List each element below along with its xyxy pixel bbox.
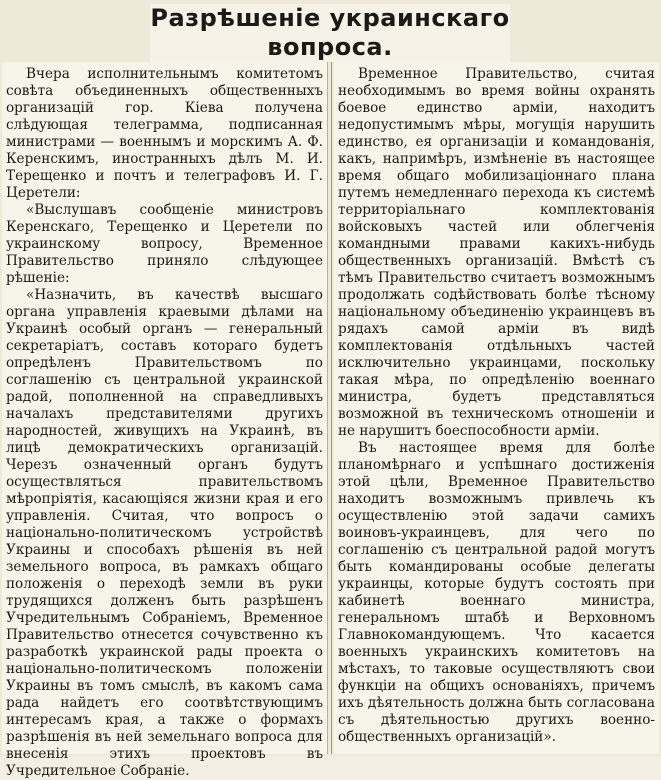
headline-line-2: вопроса. <box>267 33 393 61</box>
left-paragraph-1: Вчера исполнительнымъ комитетомъ совѣта объединенныхъ общественныхъ организацій гор. Кіева получена слѣдующая телеграмма, подписанная министрами — военнымъ и морскимъ А. Ф. Керенскимъ, иностранныхъ дѣлъ М. И. Терещенко и почтъ и телеграфовъ И. Г. Церетели: <box>6 66 323 201</box>
headline-line-1: Разрѣшеніе украинскаго <box>150 4 510 32</box>
left-column <box>2 62 328 779</box>
right-paragraph-2: Въ настоящее время для болѣе планомѣрнаго и успѣшнаго достиженія этой цѣли, Временное Правительство находитъ возможнымъ привлечь къ осуществленію этой задачи самихъ воиновъ-украинцевъ, для чего по соглашенію съ центральной радой могутъ быть командированы особые делегаты украинцы, которые будутъ состоять при кабинетѣ военнаго министра, генеральномъ штабѣ и Верховномъ Главнокомандующемъ. Что касается военныхъ украинскихъ комитетовъ на мѣстахъ, то таковые осуществляютъ свои функціи на общихъ основаніяхъ, причемъ ихъ дѣятельность должна быть согласована съ дѣятельностью другихъ военно-общественныхъ организацій». <box>338 440 655 745</box>
right-paragraph-1: Временное Правительство, считая необходимымъ во время войны охранять боевое единство арміи, находитъ недопустимымъ мѣры, могущія нарушить единство, ея организаціи и командованія, какъ, напримѣръ, измѣненіе въ настоящее время общаго мобилизаціоннаго плана путемъ немедленнаго перехода къ системѣ территоріальнаго комплектованія войсковыхъ частей или облегченія командными правами какихъ-нибудь общественныхъ организацій. Вмѣстѣ съ тѣмъ Правительство считаетъ возможнымъ продолжать содѣйствовать болѣе тѣсному національному объединенію украинцевъ въ рядахъ самой арміи въ видѣ комплектованія отдѣльныхъ частей исключительно украинцами, поскольку такая мѣра, по опредѣленію военнаго министра, будетъ представляться возможной въ техническомъ отношеніи и не нарушитъ боеспособности арміи. <box>338 66 655 439</box>
left-paragraph-2: «Выслушавъ сообщеніе министровъ Керенскаго, Терещенко и Церетели по украинскому вопросу, Временное Правительство приняло слѣдующее рѣшеніе: <box>6 202 323 286</box>
right-column <box>334 62 659 754</box>
left-paragraph-3: «Назначить, въ качествѣ высшаго органа управленія краевыми дѣлами на Украинѣ особый органъ — генеральный секретаріатъ, составъ котораго будетъ опредѣленъ Правительствомъ по соглашенію съ центральной украинской радой, пополненной на справедливыхъ началахъ представителями другихъ народностей, живущихъ на Украинѣ, въ лицѣ демократическихъ организацій. Черезъ означенный органъ будутъ осуществляться правительствомъ мѣропріятія, касающіяся жизни края и его управленія. Считая, что вопросъ о національно-политическомъ устройствѣ Украины и способахъ рѣшенія въ ней земельного вопроса, въ рамкахъ общаго положенія о переходѣ земли въ руки трудящихся долженъ быть разрѣшенъ Учредительнымъ Собраніемъ, Временное Правительство отнесется сочувственно къ разработкѣ украинской рады проекта о національно-политическомъ положеніи Украины въ томъ смыслѣ, въ какомъ сама рада найдетъ его соотвѣтствующимъ интересамъ края, а также о формахъ разрѣшенія въ ней земельнаго вопроса для внесенія этихъ проектовъ въ Учредительное Собраніе. <box>6 287 323 779</box>
column-divider <box>331 62 332 754</box>
headline <box>150 4 510 62</box>
